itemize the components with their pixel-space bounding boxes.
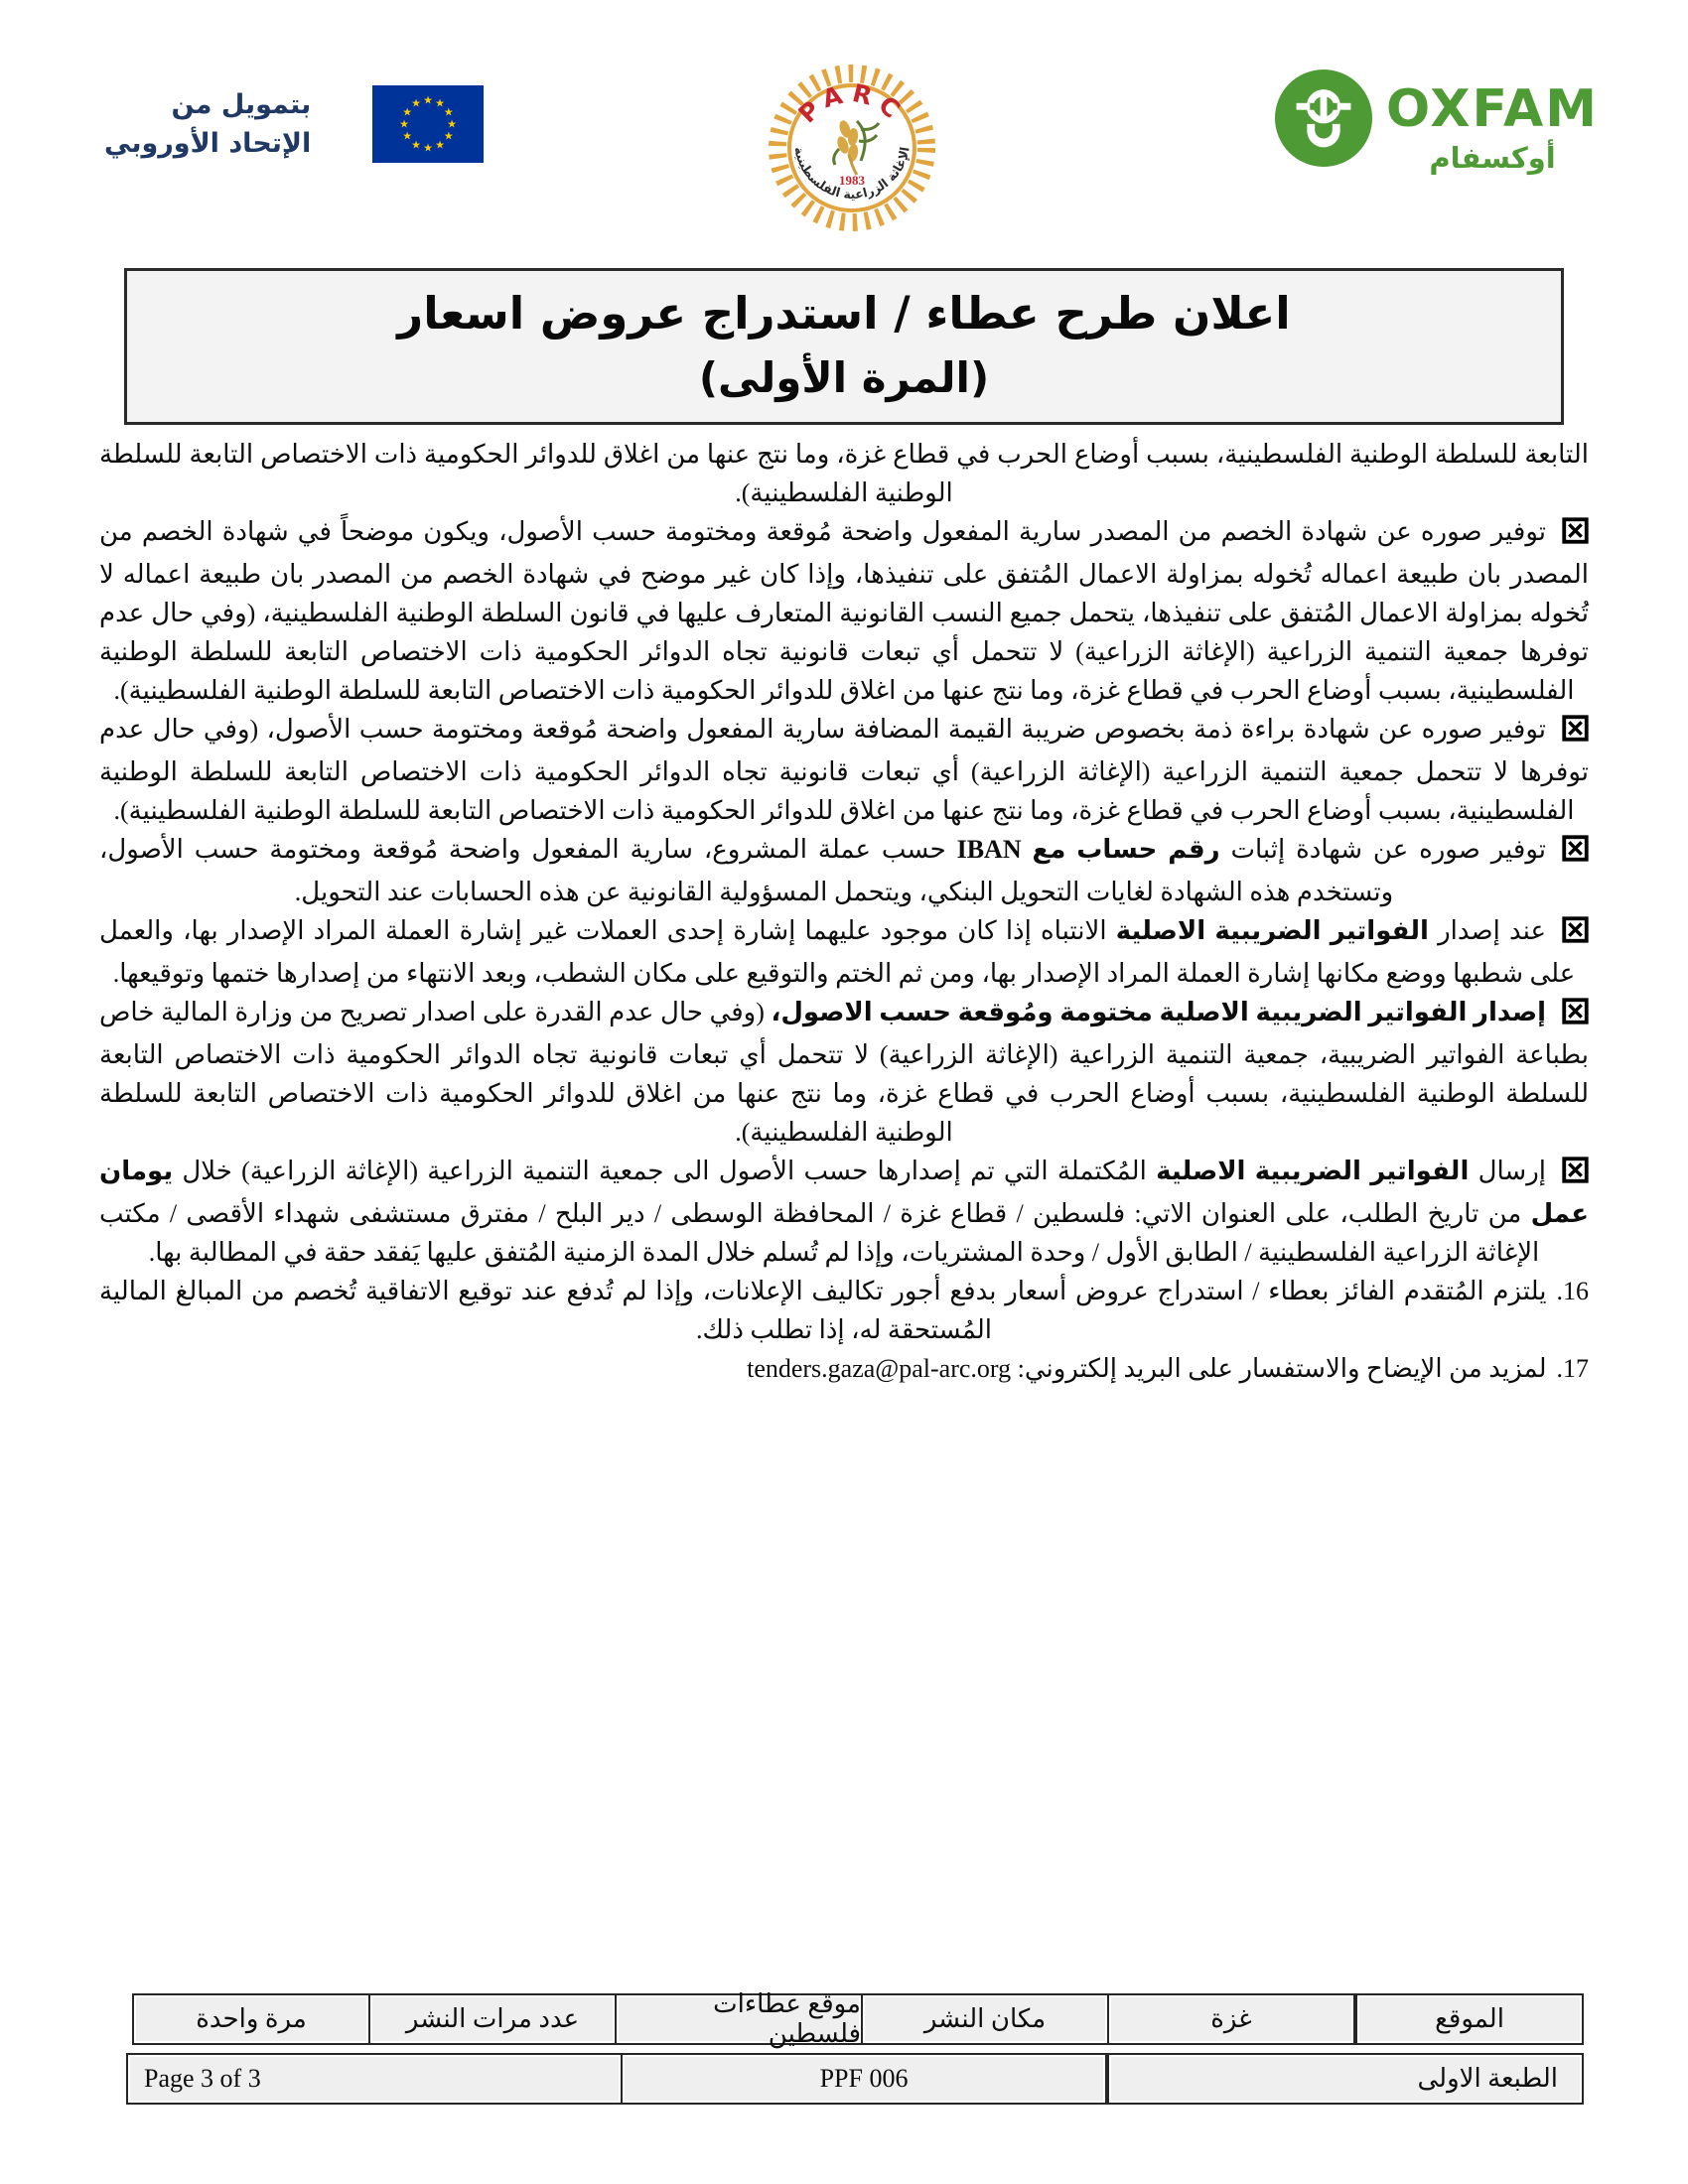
svg-text:★: ★	[435, 138, 446, 152]
checklist-item-4	[99, 911, 1589, 993]
footer-value-location: غزة	[1107, 1993, 1355, 2045]
checked-ballot-box-icon	[1562, 834, 1589, 873]
eu-funding-text	[104, 85, 311, 163]
checked-ballot-box-icon	[1562, 915, 1589, 954]
parc-sun-emblem-icon	[762, 58, 942, 238]
svg-text:★: ★	[444, 105, 455, 119]
checklist-item-3	[99, 830, 1589, 911]
footer-label-location: الموقع	[1355, 1993, 1584, 2045]
checked-ballot-box-icon	[1562, 516, 1589, 555]
document-title-line1: اعلان طرح عطاء / استدراج عروض اسعار	[397, 287, 1291, 340]
publication-info-row-labels	[124, 1989, 1584, 2048]
oxfam-arabic-name: أوكسفام	[1429, 141, 1556, 175]
numbered-item-text: يلتزم المُتقدم الفائز بعطاء / استدراج عروض أسعار بدفع أجور تكاليف الإعلانات، وإذا لم تُدفع عند توقيع الاتفاقية تُخصم من المبالغ المالية المُستحقة له، إذا تطلب ذلك.	[99, 1277, 1547, 1344]
numbered-item-16	[99, 1272, 1589, 1349]
svg-text:★: ★	[402, 105, 413, 119]
svg-text:★: ★	[411, 138, 422, 152]
checklist-item-text: توفير صوره عن شهادة براءة ذمة بخصوص ضريبة القيمة المضافة سارية المفعول واضحة مُوقعة ومختومة حسب الأصول، (وفي حال عدم توفرها لا تتحمل جمعية التنمية الزراعية (الإغاثة الزراعية) أي تبعات قانونية تجاه الدوائر الحكومية ذات الاختصاص التابعة للسلطة الوطنية الفلسطينية، بسبب أوضاع الحرب في قطاع غزة، وما نتج عنها من اغلاق للدوائر الحكومية ذات الاختصاص التابعة للسلطة الوطنية الفلسطينية).	[99, 715, 1589, 825]
item-number: 16.	[1556, 1277, 1589, 1305]
checked-ballot-box-icon	[1562, 714, 1589, 752]
intro-paragraph: التابعة للسلطة الوطنية الفلسطينية، بسبب أوضاع الحرب في قطاع غزة، وما نتج عنها من اغلاق للدوائر الحكومية ذات الاختصاص التابعة للسلطة الوطنية الفلسطينية).	[99, 440, 1589, 507]
checklist-item-6	[99, 1152, 1589, 1272]
numbered-item-text: لمزيد من الإيضاح والاستفسار على البريد إلكتروني: tenders.gaza@pal-arc.org	[747, 1354, 1547, 1383]
svg-text:★: ★	[444, 129, 455, 143]
eu-funding-line1: بتمويل من	[171, 89, 312, 120]
checklist-item-text: إصدار الفواتير الضريبية الاصلية مختومة ومُوقعة حسب الاصول، (وفي حال عدم القدرة على اصدار تصريح من وزارة المالية خاص بطباعة الفواتير الضريبية، جمعية التنمية الزراعية (الإغاثة الزراعية) لا تتحمل أي تبعات قانونية تجاه الدوائر الحكومية ذات الاختصاص التابعة للسلطة الوطنية الفلسطينية، بسبب أوضاع الحرب في قطاع غزة، وما نتج عنها من اغلاق للدوائر الحكومية ذات الاختصاص التابعة للسلطة الوطنية الفلسطينية).	[99, 998, 1589, 1147]
item-number: 17.	[1556, 1354, 1589, 1383]
document-body	[0, 425, 1688, 1388]
checked-ballot-box-icon	[1562, 997, 1589, 1035]
svg-text:★: ★	[423, 141, 434, 155]
checklist-item-text: توفير صوره عن شهادة الخصم من المصدر سارية المفعول واضحة مُوقعة ومختومة حسب الأصول، ويكون موضحاً في شهادة الخصم من المصدر بان طبيعة اعماله تُخوله بمزاولة الاعمال المُتفق على تنفيذها، وإذا كان غير موضح في شهادة الخصم من المصدر بان طبيعة اعماله لا تُخوله بمزاولة الاعمال المُتفق على تنفيذها، يتحمل جميع النسب القانونية المتعارف عليها في قانون السلطة الوطنية الفلسطينية، (وفي حال عدم توفرها جمعية التنمية الزراعية (الإغاثة الزراعية) لا تتحمل أي تبعات قانونية تجاه الدوائر الحكومية ذات الاختصاص التابعة للسلطة الوطنية الفلسطينية، بسبب أوضاع الحرب في قطاع غزة، وما نتج عنها من اغلاق للدوائر الحكومية ذات الاختصاص التابعة للسلطة الوطنية الفلسطينية).	[99, 517, 1589, 705]
oxfam-logo	[1275, 69, 1599, 175]
svg-text:★: ★	[402, 129, 413, 143]
checklist-item-5	[99, 993, 1589, 1152]
checklist-item-2	[99, 710, 1589, 830]
oxfam-circle-figure-icon	[1275, 69, 1372, 167]
oxfam-wordmark-block	[1386, 79, 1599, 175]
footer-value-publish-place: موقع عطاءات فلسطين	[615, 1993, 863, 2045]
svg-text:PARC: PARC	[791, 77, 911, 129]
checklist-item-text: إرسال الفواتير الضريبية الاصلية المُكتملة التي تم إصدارها حسب الأصول الى جمعية التنمية الزراعية (الإغاثة الزراعية) خلال يومان عمل من تاريخ الطلب، على العنوان الاتي: فلسطين / قطاع غزة / المحافظة الوسطى / دير البلح / مفترق مستشفى شهداء الأقصى / مكتب الإغاثة الزراعية الفلسطينية / الطابق الأول / وحدة المشتريات، وإذا لم تُسلم خلال المدة الزمنية المُتفق عليها يَفقد حقة في المطالبة بها.	[99, 1157, 1589, 1267]
eu-flag-icon	[372, 85, 484, 163]
eu-funding-line2: الإتحاد الأوروبي	[104, 128, 312, 160]
eu-funding-block	[104, 85, 484, 163]
checklist-item-1	[99, 512, 1589, 710]
header	[0, 0, 1688, 230]
publication-info-row-meta	[124, 2053, 1584, 2105]
parc-logo	[762, 58, 942, 243]
svg-text:الإغاثة الزراعية الفلسطينية: الإغاثة الزراعية الفلسطينية	[790, 145, 913, 203]
footer-value-publish-count: مرة واحدة	[132, 1993, 370, 2045]
footer-label-publish-place: مكان النشر	[861, 1993, 1109, 2045]
checklist-item-text: توفير صوره عن شهادة إثبات رقم حساب مع IBAN حسب عملة المشروع، سارية المفعول واضحة مُوقعة ومختومة حسب الأصول، وتستخدم هذه الشهادة لغايات التحويل البنكي، ويتحمل المسؤولية القانونية عن هذه الحسابات عند التحويل.	[99, 835, 1546, 906]
svg-text:★: ★	[447, 117, 458, 131]
svg-text:★: ★	[399, 117, 410, 131]
oxfam-wordmark: OXFAM	[1386, 79, 1599, 139]
footer-page-number: Page 3 of 3	[126, 2053, 623, 2105]
numbered-item-17	[99, 1349, 1589, 1388]
svg-text:★: ★	[411, 96, 422, 110]
publication-info-footer	[0, 1989, 1688, 2105]
svg-text:1983: 1983	[838, 173, 865, 188]
checklist-item-text: عند إصدار الفواتير الضريبية الاصلية الانتباه إذا كان موجود عليهما إشارة إحدى العملات غير إشارة العملة المراد الإصدار بها، والعمل على شطبها ووضع مكانها إشارة العملة المراد الإصدار بها، ومن ثم الختم والتوقيع على مكان الشطب، وبعد الانتهاء من إصدارها ختمها وتوقيعها.	[99, 916, 1576, 988]
footer-edition: الطبعة الاولى	[1107, 2053, 1584, 2105]
svg-text:★: ★	[435, 96, 446, 110]
document-title-line2: (المرة الأولى)	[698, 353, 990, 402]
svg-text:★: ★	[423, 93, 434, 107]
footer-reference: PPF 006	[621, 2053, 1107, 2105]
title-box	[124, 268, 1564, 425]
footer-label-publish-count: عدد مرات النشر	[368, 1993, 617, 2045]
checked-ballot-box-icon	[1562, 1156, 1589, 1194]
